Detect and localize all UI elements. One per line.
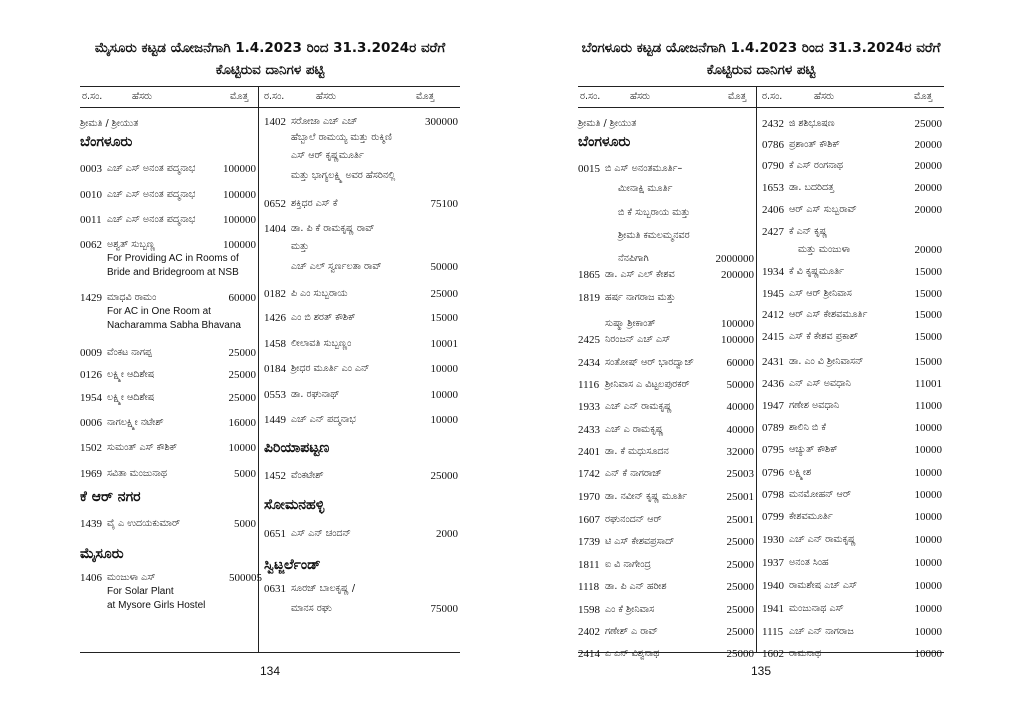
donor-name: ಎಚ್ ಎನ್ ರಾಮಕೃಷ್ಣ bbox=[789, 534, 856, 545]
bottom-rule bbox=[578, 652, 944, 653]
donor-name: ಬಿ ಎಸ್ ಅನಂತಮೂರ್ತಿ– bbox=[605, 163, 683, 174]
donor-name: ಮಾಧವಿ ರಾಮಂ bbox=[107, 292, 157, 303]
donor-name: ಮೀನಾಕ್ಷಿ ಮೂರ್ತಿ bbox=[618, 183, 673, 194]
donor-name: ಲಕ್ಷ್ಮೀ ಆದಿಶೇಷ bbox=[107, 369, 155, 380]
amount: 10000 bbox=[430, 363, 458, 375]
page-number: 135 bbox=[750, 664, 772, 678]
serial-number: 1116 bbox=[578, 379, 600, 391]
note-text: Bride and Bridegroom at NSB bbox=[107, 267, 239, 278]
amount: 10000 bbox=[914, 603, 942, 615]
amount: 40000 bbox=[726, 424, 754, 436]
donor-name: ಶ್ರೀಧರ ಮೂರ್ತಿ ಎಂ ಎನ್ bbox=[291, 363, 370, 374]
column-divider bbox=[258, 86, 259, 652]
donor-name: ಲೀಲಾವತಿ ಸುಬ್ಬಣ್ಣಂ bbox=[291, 338, 352, 349]
donor-name: ಎಂ ಬಿ ಶರತ್ ಕೌಶಿಕ್ bbox=[291, 312, 356, 323]
salutation-label: ಶ್ರೀಮತಿ / ಶ್ರೀಯುತ bbox=[80, 118, 139, 129]
amount: 25000 bbox=[726, 626, 754, 638]
donor-name: ಎಚ್ ಎಲ್ ಸ್ವರ್ಣಲತಾ ರಾವ್ bbox=[291, 261, 382, 272]
donor-name: ರಘುನಂದನ್ ಆರ್ bbox=[605, 514, 662, 525]
serial-number: 1602 bbox=[762, 648, 784, 660]
serial-number: 2401 bbox=[578, 446, 600, 458]
amount: 25000 bbox=[228, 347, 256, 359]
section-bengaluru: ಬೆಂಗಳೂರು bbox=[80, 134, 133, 150]
amount: 10000 bbox=[914, 422, 942, 434]
header-serial: ರ.ಸಂ. bbox=[82, 91, 103, 102]
serial-number: 1449 bbox=[264, 414, 286, 426]
header-amount: ಮೊತ್ತ bbox=[914, 91, 933, 102]
section-kr-nagara: ಕೆ ಆರ್ ನಗರ bbox=[80, 489, 141, 505]
amount: 25000 bbox=[228, 369, 256, 381]
donor-name: ಎ ಎನ್ ವಿಶ್ವನಾಥ bbox=[605, 648, 660, 659]
serial-number: 1406 bbox=[80, 572, 102, 584]
donor-name: ಶ್ರೀಮತಿ ಕಮಲಮ್ಮನವರ bbox=[618, 230, 690, 241]
donor-name: ಎಸ್ ಕೆ ಕೇಶವ ಪ್ರಕಾಶ್ bbox=[789, 331, 859, 342]
donor-name: ಎಸ್ ಆರ್ ಶ್ರೀನಿವಾಸ bbox=[789, 288, 852, 299]
donor-name: ಆರ್ ಎಸ್ ಕೇಶವಮೂರ್ತಿ bbox=[789, 309, 868, 320]
amount: 15000 bbox=[914, 331, 942, 343]
donor-name: ಗಣೇಶ್ ಎ ರಾವ್ bbox=[605, 626, 658, 637]
donor-name: ಮಾನಸ ರಘು bbox=[291, 603, 332, 614]
donor-name: ಹೆಬ್ಬಾಲೆ ರಾಮಯ್ಯ ಮತ್ತು ರುಕ್ಮಿಣಿ bbox=[291, 132, 392, 143]
note-text: For Solar Plant bbox=[107, 586, 174, 597]
donor-name: ಸರೋಜಾ ಎಚ್ ಎಚ್ bbox=[291, 116, 358, 127]
serial-number: 1452 bbox=[264, 470, 286, 482]
amount: 20000 bbox=[914, 204, 942, 216]
donor-name: ಎಂ ಕೆ ಶ್ರೀನಿವಾಸ bbox=[605, 604, 655, 615]
amount: 20000 bbox=[914, 160, 942, 172]
serial-number: 0786 bbox=[762, 139, 784, 151]
donor-name: ಲಕ್ಷ್ಮೀ ಆದಿಶೇಷ bbox=[107, 392, 155, 403]
donor-name: ಅಶ್ವತ್ ಸುಬ್ಬಣ್ಣ bbox=[107, 239, 155, 250]
serial-number: 1969 bbox=[80, 468, 102, 480]
amount: 20000 bbox=[914, 244, 942, 256]
title-line-1: ಬೆಂಗಳೂರು ಕಟ್ಟಡ ಯೋಜನೆಗಾಗಿ 1.4.2023 ರಿಂದ 31.3.2024ರ ವರೆಗೆ bbox=[581, 40, 941, 56]
serial-number: 1739 bbox=[578, 536, 600, 548]
serial-number: 2415 bbox=[762, 331, 784, 343]
amount: 10000 bbox=[914, 489, 942, 501]
amount: 75100 bbox=[430, 198, 458, 210]
amount: 10000 bbox=[914, 626, 942, 638]
amount: 11001 bbox=[914, 378, 942, 390]
serial-number: 1742 bbox=[578, 468, 600, 480]
serial-number: 0651 bbox=[264, 528, 286, 540]
section-piriyapatna: ಪಿರಿಯಾಪಟ್ಟಣ bbox=[264, 440, 330, 456]
amount: 100000 bbox=[223, 239, 256, 251]
serial-number: 0799 bbox=[762, 511, 784, 523]
title-line-2: ಕೊಟ್ಟಿರುವ ದಾನಿಗಳ ಪಟ್ಟಿ bbox=[706, 62, 816, 78]
title-line-2: ಕೊಟ್ಟಿರುವ ದಾನಿಗಳ ಪಟ್ಟಿ bbox=[215, 62, 325, 78]
serial-number: 1954 bbox=[80, 392, 102, 404]
amount: 100000 bbox=[223, 214, 256, 226]
donor-name: ಎಚ್ ಎಸ್ ಅನಂತ ಪದ್ಮನಾಭ bbox=[107, 163, 196, 174]
amount: 5000 bbox=[234, 468, 256, 480]
amount: 10000 bbox=[914, 534, 942, 546]
donor-name: ಮಂಜುಳಾ ಎಸ್ bbox=[107, 572, 156, 583]
amount: 16000 bbox=[228, 417, 256, 429]
donor-name: ಎಚ್ ಎನ್ ರಾಮಕೃಷ್ಣ bbox=[605, 401, 672, 412]
donor-name: ವೈ ಎ ಉದಯಕುಮಾರ್ bbox=[107, 518, 181, 529]
serial-number: 1439 bbox=[80, 518, 102, 530]
serial-number: 2431 bbox=[762, 356, 784, 368]
donor-name: ಡಾ. ರಘುನಾಥ್ bbox=[291, 389, 340, 400]
donor-name: ಎಚ್ ಎಸ್ ಅನಂತ ಪದ್ಮನಾಭ bbox=[107, 214, 196, 225]
amount: 25000 bbox=[430, 288, 458, 300]
serial-number: 0003 bbox=[80, 163, 102, 175]
amount: 50000 bbox=[430, 261, 458, 273]
page-number: 134 bbox=[259, 664, 281, 678]
table-header bbox=[80, 86, 460, 108]
donor-name: ಎಸ್ ಆರ್ ಕೃಷ್ಣಮೂರ್ತಿ bbox=[291, 150, 364, 161]
donor-name: ಮನಮೋಹನ್ ಆರ್ bbox=[789, 489, 851, 500]
header-name: ಹೆಸರು bbox=[630, 91, 651, 102]
amount: 25003 bbox=[726, 468, 754, 480]
serial-number: 2433 bbox=[578, 424, 600, 436]
donor-name: ಸಂತೋಷ್ ಆರ್ ಭಾರದ್ವಾಜ್ bbox=[605, 357, 694, 368]
serial-number: 1819 bbox=[578, 292, 600, 304]
header-serial: ರ.ಸಂ. bbox=[580, 91, 601, 102]
serial-number: 1930 bbox=[762, 534, 784, 546]
serial-number: 0126 bbox=[80, 369, 102, 381]
serial-number: 0652 bbox=[264, 198, 286, 210]
amount: 25000 bbox=[726, 536, 754, 548]
donor-name: ಕೆ ಎನ್ ಕೃಷ್ಣ bbox=[789, 226, 828, 237]
amount: 5000 bbox=[234, 518, 256, 530]
donor-name: ನೆನಪಿಗಾಗಿ bbox=[618, 253, 649, 264]
donor-name: ವೆಂಕಟ ನಾಗಪ್ಪ bbox=[107, 347, 152, 358]
amount: 75000 bbox=[430, 603, 458, 615]
serial-number: 0011 bbox=[80, 214, 102, 226]
donor-name: ಡಾ. ಪಿ ಕೆ ರಾಮಕೃಷ್ಣ ರಾವ್ bbox=[291, 223, 375, 234]
amount: 60000 bbox=[726, 357, 754, 369]
donor-name: ಹರ್ಷ ನಾಗರಾಜ ಮತ್ತು bbox=[605, 292, 676, 303]
serial-number: 1607 bbox=[578, 514, 600, 526]
amount: 11000 bbox=[914, 400, 942, 412]
serial-number: 0062 bbox=[80, 239, 102, 251]
header-name: ಹೆಸರು bbox=[132, 91, 153, 102]
serial-number: 1865 bbox=[578, 269, 600, 281]
amount: 10000 bbox=[914, 467, 942, 479]
serial-number: 2436 bbox=[762, 378, 784, 390]
serial-number: 2432 bbox=[762, 118, 784, 130]
serial-number: 1115 bbox=[762, 626, 784, 638]
amount: 15000 bbox=[914, 356, 942, 368]
donor-name: ನಿರಂಜನ್ ಎಚ್ ಎಸ್ bbox=[605, 334, 671, 345]
serial-number: 1947 bbox=[762, 400, 784, 412]
amount: 10000 bbox=[228, 442, 256, 454]
serial-number: 0796 bbox=[762, 467, 784, 479]
donor-name: ರಾಮನಾಥ bbox=[789, 648, 822, 659]
donor-name: ಟಿ ಎಸ್ ಕೇಶವಪ್ರಸಾದ್ bbox=[605, 536, 675, 547]
amount: 15000 bbox=[430, 312, 458, 324]
donor-name: ಆರ್ ಎಸ್ ಸುಬ್ಬರಾವ್ bbox=[789, 204, 857, 215]
serial-number: 2414 bbox=[578, 648, 600, 660]
amount: 20000 bbox=[914, 182, 942, 194]
amount: 15000 bbox=[914, 309, 942, 321]
amount: 500005 bbox=[229, 572, 262, 584]
serial-number: 0790 bbox=[762, 160, 784, 172]
serial-number: 1941 bbox=[762, 603, 784, 615]
amount: 10000 bbox=[914, 648, 942, 660]
header-name: ಹೆಸರು bbox=[316, 91, 337, 102]
serial-number: 2434 bbox=[578, 357, 600, 369]
serial-number: 0006 bbox=[80, 417, 102, 429]
donor-name: ಎನ್ ಕೆ ನಾಗರಾಜ್ bbox=[605, 468, 662, 479]
table-header bbox=[578, 86, 944, 108]
salutation-label: ಶ್ರೀಮತಿ / ಶ್ರೀಯುತ bbox=[578, 118, 637, 129]
amount: 200000 bbox=[721, 269, 754, 281]
serial-number: 1426 bbox=[264, 312, 286, 324]
serial-number: 1934 bbox=[762, 266, 784, 278]
header-amount: ಮೊತ್ತ bbox=[416, 91, 435, 102]
amount: 25001 bbox=[726, 491, 754, 503]
section-mysuru: ಮೈಸೂರು bbox=[80, 546, 124, 562]
note-text: For Providing AC in Rooms of bbox=[107, 253, 239, 264]
donor-name: ಕೆ ಎಸ್ ರಂಗನಾಥ bbox=[789, 160, 844, 171]
serial-number: 1653 bbox=[762, 182, 784, 194]
donor-name: ಗಣೇಶ ಅವಧಾನಿ bbox=[789, 400, 840, 411]
donor-name: ಶಕ್ತಿಧರ ಎಸ್ ಕೆ bbox=[291, 198, 338, 209]
serial-number: 0798 bbox=[762, 489, 784, 501]
donor-name: ಎಚ್ ಎನ್ ನಾಗರಾಜ bbox=[789, 626, 854, 637]
donor-name: ಲಕ್ಷ್ಮೀಶ bbox=[789, 467, 812, 478]
serial-number: 2425 bbox=[578, 334, 600, 346]
serial-number: 0010 bbox=[80, 189, 102, 201]
amount: 25001 bbox=[726, 514, 754, 526]
donor-name: ಸುಷ್ಮಾ ಶ್ರೀಕಾಂತ್ bbox=[605, 318, 656, 329]
donor-name: ಎಸ್ ಎನ್ ಚಂದನ್ bbox=[291, 528, 351, 539]
header-serial: ರ.ಸಂ. bbox=[264, 91, 285, 102]
title-line-1: ಮೈಸೂರು ಕಟ್ಟಡ ಯೋಜನೆಗಾಗಿ 1.4.2023 ರಿಂದ 31.3.2024ರ ವರೆಗೆ bbox=[94, 40, 446, 56]
donor-name: ಕೇಶವಮೂರ್ತಿ bbox=[789, 511, 833, 522]
donor-name: ಡಾ. ಎಸ್ ಎಲ್ ಕೇಶವ bbox=[605, 269, 675, 280]
amount: 100000 bbox=[721, 318, 754, 330]
donor-name: ರಾಮಶೇಷ ಎಚ್ ಎಸ್ bbox=[789, 580, 858, 591]
serial-number: 1118 bbox=[578, 581, 600, 593]
donor-name: ಬಿ ಕೆ ಸುಬ್ಬರಾಯ ಮತ್ತು bbox=[618, 207, 691, 218]
serial-number: 1502 bbox=[80, 442, 102, 454]
serial-number: 2402 bbox=[578, 626, 600, 638]
serial-number: 1940 bbox=[762, 580, 784, 592]
donor-name: ಆಚ್ಯುತ್ ಕೌಶಿಕ್ bbox=[789, 444, 838, 455]
amount: 50000 bbox=[726, 379, 754, 391]
serial-number: 1933 bbox=[578, 401, 600, 413]
amount: 25000 bbox=[726, 648, 754, 660]
donor-name: ನಾಗಲಕ್ಷ್ಮೀ ನಟೇಶ್ bbox=[107, 417, 164, 428]
section-bengaluru: ಬೆಂಗಳೂರು bbox=[578, 134, 631, 150]
donor-name: ಡಾ. ಪಿ ಎನ್ ಹರೀಶ bbox=[605, 581, 667, 592]
amount: 10000 bbox=[914, 557, 942, 569]
donor-name: ಅನಂತ ಸಿಂಹ bbox=[789, 557, 829, 568]
serial-number: 0553 bbox=[264, 389, 286, 401]
serial-number: 2427 bbox=[762, 226, 784, 238]
note-text: at Mysore Girls Hostel bbox=[107, 600, 206, 611]
amount: 100000 bbox=[223, 189, 256, 201]
amount: 100000 bbox=[223, 163, 256, 175]
amount: 300000 bbox=[425, 116, 458, 128]
serial-number: 1811 bbox=[578, 559, 600, 571]
section-somanahalli: ಸೋಮನಹಳ್ಳಿ bbox=[264, 497, 325, 513]
serial-number: 0182 bbox=[264, 288, 286, 300]
serial-number: 0795 bbox=[762, 444, 784, 456]
serial-number: 1404 bbox=[264, 223, 286, 235]
donor-name: ಎಚ್ ಎ ರಾಮಕೃಷ್ಣ bbox=[605, 424, 664, 435]
donor-name: ಐ ವಿ ನಾಗೇಂದ್ರ bbox=[605, 559, 651, 570]
amount: 25000 bbox=[726, 559, 754, 571]
serial-number: 0009 bbox=[80, 347, 102, 359]
donor-name: ಡಾ. ಬದರಿದತ್ತ bbox=[789, 182, 835, 193]
column-divider bbox=[756, 86, 757, 652]
amount: 10000 bbox=[914, 580, 942, 592]
serial-number: 0631 bbox=[264, 583, 286, 595]
amount: 2000000 bbox=[715, 253, 754, 265]
header-name: ಹೆಸರು bbox=[814, 91, 835, 102]
amount: 25000 bbox=[430, 470, 458, 482]
amount: 10001 bbox=[430, 338, 458, 350]
amount: 25000 bbox=[914, 118, 942, 130]
header-amount: ಮೊತ್ತ bbox=[728, 91, 747, 102]
donor-name: ಕೆ ವಿ ಕೃಷ್ಣಮೂರ್ತಿ bbox=[789, 266, 845, 277]
bottom-rule bbox=[80, 652, 460, 653]
note-text: For AC in One Room at bbox=[107, 306, 211, 317]
donor-name: ಡಾ. ಎಂ ವಿ ಶ್ರೀನಿವಾಸನ್ bbox=[789, 356, 864, 367]
donor-name: ಪ್ರಶಾಂತ್ ಕೌಶಿಕ್ bbox=[789, 139, 840, 150]
serial-number: 1937 bbox=[762, 557, 784, 569]
serial-number: 2412 bbox=[762, 309, 784, 321]
amount: 10000 bbox=[430, 389, 458, 401]
amount: 20000 bbox=[914, 139, 942, 151]
donor-name: ಶ್ರೀನಿವಾಸ ಎ ವಿಟ್ಟಲಪುರಕರ್ bbox=[605, 379, 690, 390]
serial-number: 1970 bbox=[578, 491, 600, 503]
donor-name: ಮಂಜುನಾಥ ಎಸ್ bbox=[789, 603, 844, 614]
amount: 10000 bbox=[430, 414, 458, 426]
amount: 2000 bbox=[436, 528, 458, 540]
section-switzerland: ಸ್ವಿಟ್ಜರ್ಲೆಂಡ್ bbox=[264, 557, 321, 573]
donor-name: ಡಾ. ಕೆ ಮಧುಸೂದನ bbox=[605, 446, 669, 457]
donor-name: ಎಚ್ ಎನ್ ಪದ್ಮನಾಭ bbox=[291, 414, 356, 425]
header-serial: ರ.ಸಂ. bbox=[762, 91, 783, 102]
serial-number: 2406 bbox=[762, 204, 784, 216]
serial-number: 1598 bbox=[578, 604, 600, 616]
amount: 32000 bbox=[726, 446, 754, 458]
donor-name: ಮತ್ತು ಮಂಜುಳಾ bbox=[798, 244, 851, 255]
donor-name: ಪಿ ಎಂ ಸುಬ್ಬರಾಯ bbox=[291, 288, 348, 299]
serial-number: 0184 bbox=[264, 363, 286, 375]
amount: 15000 bbox=[914, 288, 942, 300]
donor-name: ಸೂರಜ್ ಬಾಲಕೃಷ್ಣ / bbox=[291, 583, 356, 594]
amount: 60000 bbox=[228, 292, 256, 304]
serial-number: 1429 bbox=[80, 292, 102, 304]
donor-name: ಮತ್ತು ಭಾಗ್ಯಲಕ್ಷ್ಮಿ ಅವರ ಹೆಸರಿನಲ್ಲಿ bbox=[291, 170, 396, 181]
donor-name: ಎಚ್ ಎಸ್ ಅನಂತ ಪದ್ಮನಾಭ bbox=[107, 189, 196, 200]
amount: 25000 bbox=[726, 604, 754, 616]
donor-name: ಸವಿತಾ ಮಂಜುನಾಥ bbox=[107, 468, 168, 479]
amount: 15000 bbox=[914, 266, 942, 278]
donor-name: ಎನ್ ಎಸ್ ಅವಧಾನಿ bbox=[789, 378, 851, 389]
serial-number: 0015 bbox=[578, 163, 600, 175]
donor-name: ಶಾಲಿನಿ ಬಿ ಕೆ bbox=[789, 422, 826, 433]
amount: 40000 bbox=[726, 401, 754, 413]
serial-number: 1402 bbox=[264, 116, 286, 128]
note-text: Nacharamma Sabha Bhavana bbox=[107, 320, 241, 331]
serial-number: 1458 bbox=[264, 338, 286, 350]
header-amount: ಮೊತ್ತ bbox=[230, 91, 249, 102]
donor-name: ವೆಂಕಟೇಶ್ bbox=[291, 470, 324, 481]
amount: 100000 bbox=[721, 334, 754, 346]
amount: 10000 bbox=[914, 444, 942, 456]
donor-name: ಜಿ ಶಶಿಭೂಷಣ bbox=[789, 118, 835, 129]
donor-name: ಸುಮಂತ್ ಎಸ್ ಕೌಶಿಕ್ bbox=[107, 442, 178, 453]
serial-number: 1945 bbox=[762, 288, 784, 300]
amount: 25000 bbox=[228, 392, 256, 404]
serial-number: 0789 bbox=[762, 422, 784, 434]
amount: 25000 bbox=[726, 581, 754, 593]
donor-name: ಡಾ. ನವೀನ್ ಕೃಷ್ಣ ಮೂರ್ತಿ bbox=[605, 491, 688, 502]
amount: 10000 bbox=[914, 511, 942, 523]
donor-name: ಮತ್ತು bbox=[291, 241, 309, 252]
